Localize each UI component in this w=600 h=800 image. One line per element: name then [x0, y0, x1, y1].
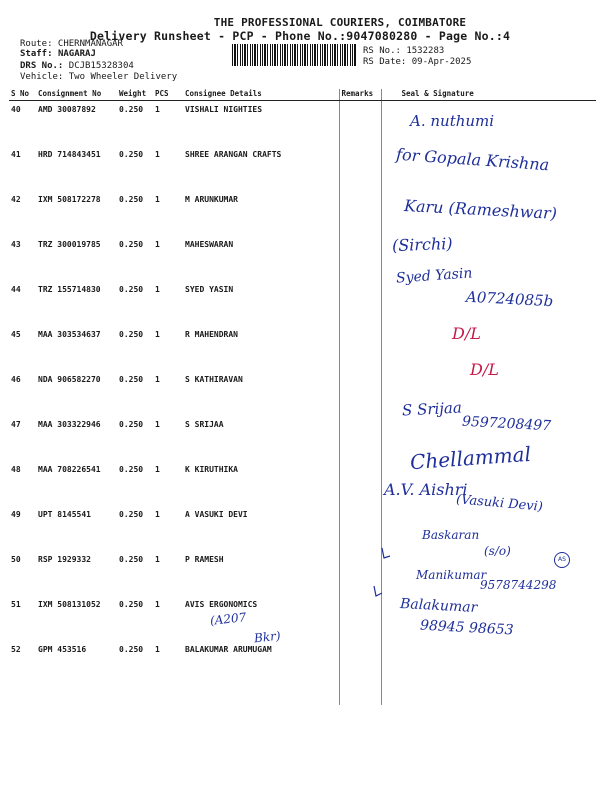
- table-row: [9, 326, 596, 371]
- cell-pcs: 1: [155, 195, 160, 204]
- cell-consignment: HRD 714843451: [38, 150, 101, 159]
- cell-consignment: TRZ 300019785: [38, 240, 101, 249]
- cell-consignment: AMD 30087892: [38, 105, 96, 114]
- cell-weight: 0.250: [119, 150, 144, 159]
- cell-consignee: R MAHENDRAN: [183, 326, 339, 371]
- cell-consignment: MAA 708226541: [38, 465, 101, 474]
- col-sno: S No: [9, 89, 36, 101]
- col-seal: Seal & Signature: [381, 89, 596, 101]
- cell-pcs: 1: [155, 600, 160, 609]
- cell-pcs: 1: [155, 105, 160, 114]
- cell-pcs: 1: [155, 510, 160, 519]
- cell-remarks: [339, 416, 381, 461]
- col-consignee: Consignee Details: [183, 89, 339, 101]
- cell-consignment: GPM 453516: [38, 645, 87, 654]
- cell-sno: 42: [11, 195, 21, 204]
- cell-weight: 0.250: [119, 285, 144, 294]
- tick-marks: [370, 540, 410, 610]
- phone-row-51: 9578744298: [480, 578, 557, 592]
- delivered-mark-row-45: D/L: [452, 324, 481, 343]
- phone-row-52: 98945 98653: [419, 617, 514, 639]
- name-row-49: (Vasuki Devi): [455, 492, 544, 515]
- runsheet-subtitle: Delivery Runsheet - PCP - Phone No.:9047080280 - Page No.:4: [89, 29, 511, 43]
- cell-consignee: SHREE ARANGAN CRAFTS: [183, 146, 339, 191]
- table-row: [9, 641, 596, 705]
- cell-consignment: NDA 906582270: [38, 375, 101, 384]
- drs-key: DRS No.:: [20, 61, 69, 71]
- col-consignment: Consignment No: [36, 89, 117, 101]
- cell-consignee: VISHALI NIGHTIES: [183, 101, 339, 147]
- cell-consignee: S SRIJAA: [183, 416, 339, 461]
- cell-consignment: MAA 303322946: [38, 420, 101, 429]
- cell-sno: 52: [11, 645, 21, 654]
- cell-consignee: S KATHIRAVAN: [183, 371, 339, 416]
- cell-remarks: [339, 326, 381, 371]
- cell-sno: 47: [11, 420, 21, 429]
- rs-number: RS No.: 1532283: [363, 46, 445, 56]
- cell-sno: 49: [11, 510, 21, 519]
- cell-seal: [381, 641, 596, 705]
- cell-consignment: RSP 1929332: [38, 555, 91, 564]
- cell-sno: 45: [11, 330, 21, 339]
- cell-sno: 40: [11, 105, 21, 114]
- phone-row-44: A0724085b: [465, 287, 554, 311]
- cell-sno: 46: [11, 375, 21, 384]
- cell-consignee: MAHESWARAN: [183, 236, 339, 281]
- note-row-52-initials: Bkr): [253, 628, 282, 646]
- rs-date: RS Date: 09-Apr-2025: [363, 57, 472, 67]
- cell-consignment: MAA 303534637: [38, 330, 101, 339]
- cell-sno: 41: [11, 150, 21, 159]
- cell-consignee: SYED YASIN: [183, 281, 339, 326]
- cell-remarks: [339, 101, 381, 147]
- cell-weight: 0.250: [119, 375, 144, 384]
- cell-sno: 44: [11, 285, 21, 294]
- cell-weight: 0.250: [119, 510, 144, 519]
- staff-value: NAGARAJ: [57, 49, 96, 59]
- cell-remarks: [339, 281, 381, 326]
- cell-weight: 0.250: [119, 465, 144, 474]
- table-header: [9, 89, 596, 101]
- cell-weight: 0.250: [119, 420, 144, 429]
- cell-consignee: BALAKUMAR ARUMUGAM: [183, 641, 339, 705]
- signature-row-44: Syed Yasin: [395, 265, 473, 287]
- vehicle-label: Vehicle: Two Wheeler Delivery: [20, 72, 178, 82]
- cell-consignee: K KIRUTHIKA: [183, 461, 339, 506]
- signature-row-52: Balakumar: [399, 595, 478, 617]
- cell-pcs: 1: [155, 285, 160, 294]
- cell-sno: 51: [11, 600, 21, 609]
- cell-pcs: 1: [155, 555, 160, 564]
- table-row: [9, 101, 596, 147]
- cell-pcs: 1: [155, 375, 160, 384]
- signature-row-49: A.V. Aishri: [384, 480, 468, 499]
- cell-pcs: 1: [155, 240, 160, 249]
- signature-row-43: (Sirchi): [391, 233, 453, 256]
- barcode: [232, 44, 356, 66]
- signature-row-47: S Srijaa: [401, 398, 463, 420]
- signature-row-48: Chellammal: [409, 441, 532, 475]
- cell-weight: 0.250: [119, 555, 144, 564]
- cell-consignment: TRZ 155714830: [38, 285, 101, 294]
- relation-row-50: (s/o): [484, 544, 511, 558]
- delivered-mark-row-46: D/L: [470, 360, 499, 379]
- staff-key: Staff:: [20, 49, 58, 59]
- tick-mark-row-52: [374, 586, 382, 596]
- drs-value: DCJB15328304: [68, 61, 134, 71]
- cell-sno: 50: [11, 555, 21, 564]
- cell-remarks: [339, 191, 381, 236]
- cell-sno: 48: [11, 465, 21, 474]
- signature-row-51: Manikumar: [416, 568, 487, 582]
- cell-weight: 0.250: [119, 105, 144, 114]
- cell-weight: 0.250: [119, 195, 144, 204]
- cell-remarks: [339, 641, 381, 705]
- cell-consignee: AVIS ERGONOMICS: [183, 596, 339, 641]
- col-pcs: PCS: [153, 89, 183, 101]
- route-label: Route: CHERNMANAGAR: [20, 39, 123, 49]
- cell-consignment: IXM 508172278: [38, 195, 101, 204]
- col-weight: Weight: [117, 89, 153, 101]
- col-remarks: Remarks: [339, 89, 381, 101]
- cell-remarks: [339, 236, 381, 281]
- cell-consignment: IXM 508131052: [38, 600, 101, 609]
- staff-label: [20, 49, 96, 59]
- signature-row-40: A. nuthumi: [410, 112, 495, 130]
- cell-pcs: 1: [155, 420, 160, 429]
- company-title: THE PROFESSIONAL COURIERS, COIMBATORE: [213, 16, 467, 29]
- delivery-table: [9, 89, 596, 705]
- signature-row-50: Baskaran: [422, 528, 480, 542]
- table-row: [9, 236, 596, 281]
- cell-weight: 0.250: [119, 330, 144, 339]
- signature-row-41: for Gopala Krishna: [395, 144, 550, 175]
- cell-consignment: UPT 8145541: [38, 510, 91, 519]
- cell-consignee: M ARUNKUMAR: [183, 191, 339, 236]
- cell-weight: 0.250: [119, 240, 144, 249]
- cell-pcs: 1: [155, 330, 160, 339]
- drs-label: [20, 61, 134, 71]
- table-row: [9, 371, 596, 416]
- cell-pcs: 1: [155, 465, 160, 474]
- cell-weight: 0.250: [119, 645, 144, 654]
- phone-row-47: 9597208497: [461, 413, 552, 435]
- cell-pcs: 1: [155, 150, 160, 159]
- signature-row-42: Karu (Rameshwar): [403, 196, 558, 223]
- cell-consignee: P RAMESH: [183, 551, 339, 596]
- note-row-52: (A207: [209, 610, 247, 628]
- cell-weight: 0.250: [119, 600, 144, 609]
- cell-remarks: [339, 461, 381, 506]
- cell-remarks: [339, 146, 381, 191]
- cell-remarks: [339, 371, 381, 416]
- cell-sno: 43: [11, 240, 21, 249]
- cell-consignee: A VASUKI DEVI: [183, 506, 339, 551]
- cell-pcs: 1: [155, 645, 160, 654]
- tick-mark-row-51: [382, 548, 390, 558]
- stamp-initials: AS: [554, 552, 570, 568]
